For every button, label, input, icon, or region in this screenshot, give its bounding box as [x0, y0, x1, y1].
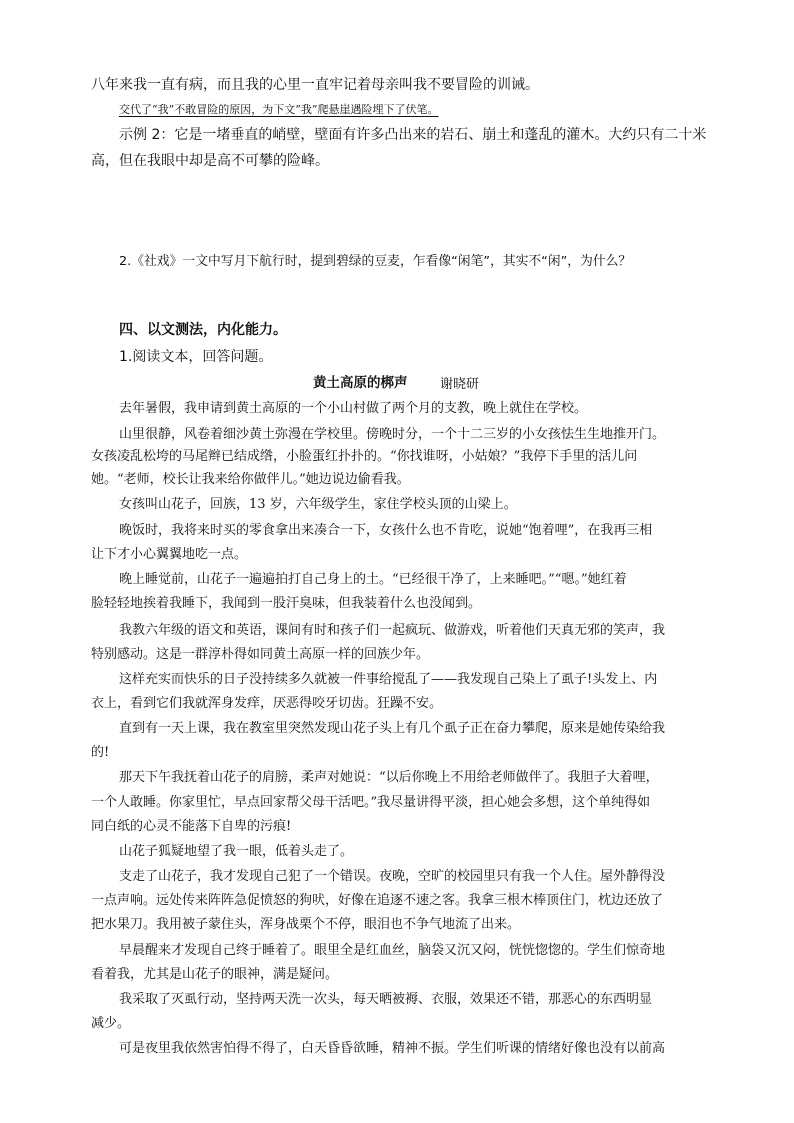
article-line: 这样充实而快乐的日子没持续多久就被一件事给搅乱了——我发现自己染上了虱子!头发上、内: [119, 672, 658, 687]
article-line: 去年暑假，我申请到黄土高原的一个小山村做了两个月的支教，晚上就住在学校。: [119, 401, 588, 416]
section-item-1: 1.阅读文本，回答问题。: [119, 349, 273, 365]
article-line: 一点声响。远处传来阵阵急促愤怒的狗吠，好像在追逐不速之客。我拿三根木棒顶住门，枕边还放了: [91, 893, 664, 908]
example-2-line: 示例 2：它是一堵垂直的峭壁，壁面有许多凸出来的岩石、崩土和蓬乱的灌木。大约只有二十米: [119, 127, 707, 143]
article-line: 她。“老师，校长让我来给你做伴儿。”她边说边偷看我。: [91, 472, 410, 487]
paragraph-line: 八年来我一直有病，而且我的心里一直牢记着母亲叫我不要冒险的训诫。: [91, 77, 539, 93]
article-line: 我教六年级的语文和英语，课间有时和孩子们一起疯玩、做游戏，听着他们天真无邪的笑声，我: [119, 623, 666, 638]
article-line: 可是夜里我依然害怕得不得了，白天昏昏欲睡，精神不振。学生们听课的情绪好像也没有以前高: [119, 1041, 666, 1056]
article-line: 晚上睡觉前，山花子一遍遍拍打自己身上的土。“已经很干净了，上来睡吧。”“嗯。”她红着: [119, 572, 627, 587]
article-line: 山花子狐疑地望了我一眼，低着头走了。: [119, 844, 354, 859]
article-line: 支走了山花子，我才发现自己犯了一个错误。夜晚，空旷的校园里只有我一个人住。屋外静得没: [119, 869, 666, 884]
section-heading: 四、以文测法，内化能力。: [119, 322, 287, 338]
article-line: 看着我，尤其是山花子的眼神，满是疑问。: [91, 967, 339, 982]
article-line: 一个人敢睡。你家里忙，早点回家帮父母干活吧。”我尽量讲得平淡，担心她会多想，这个单纯得如: [91, 795, 651, 810]
article-line: 我采取了灭虱行动，坚持两天洗一次头，每天晒被褥、衣服，效果还不错，那恶心的东西明显: [119, 992, 653, 1007]
example-2-line-continued: 高，但在我眼中却是高不可攀的险峰。: [91, 153, 329, 169]
article-line: 女孩叫山花子，回族，13 岁，六年级学生，家住学校头顶的山梁上。: [119, 497, 517, 512]
article-line: 的!: [91, 745, 110, 760]
article-line: 特别感动。这是一群淳朴得如同黄土高原一样的回族少年。: [91, 647, 430, 662]
article-line: 女孩凌乱松垮的马尾辫已结成绺，小脸蛋红扑扑的。“你找谁呀，小姑娘？”我停下手里的活儿问: [91, 449, 638, 464]
article-line: 把水果刀。我用被子蒙住头，浑身战栗个不停，眼泪也不争气地流了出来。: [91, 917, 521, 932]
article-line: 减少。: [91, 1016, 131, 1031]
annotation-note: 交代了“我”不敢冒险的原因，为下文“我”爬悬崖遇险埋下了伏笔。: [119, 103, 439, 116]
question-2: 2.《社戏》一文中写月下航行时，提到碧绿的豆麦，乍看像“闲笔”，其实不“闲”，为什么？: [119, 254, 632, 269]
article-line: 晚饭时，我将来时买的零食拿出来凑合一下，女孩什么也不肯吃，说她“饱着哩”，在我再三相: [119, 523, 653, 538]
article-line: 那天下午我抚着山花子的肩膀，柔声对她说：“以后你晚上不用给老师做伴了。我胆子大着哩，: [119, 770, 659, 785]
article-line: 同白纸的心灵不能落下自卑的污痕!: [91, 819, 292, 834]
article-line: 直到有一天上课，我在教室里突然发现山花子头上有几个虱子正在奋力攀爬，原来是她传染给我: [119, 721, 666, 736]
article-line: 衣上，看到它们我就浑身发痒，厌恶得咬牙切齿。狂躁不安。: [91, 696, 443, 711]
article-title: 黄土高原的梆声: [313, 375, 408, 391]
article-line: 山里很静，风卷着细沙黄土弥漫在学校里。傍晚时分，一个十二三岁的小女孩怯生生地推开门。: [119, 427, 666, 442]
article-author: 谢晓研: [440, 377, 480, 392]
article-line: 早晨醒来才发现自己终于睡着了。眼里全是红血丝，脑袋又沉又闷，恍恍惚惚的。学生们惊奇地: [119, 943, 666, 958]
article-line: 让下才小心翼翼地吃一点。: [91, 547, 248, 562]
article-line: 脸轻轻地挨着我睡下，我闻到一股汗臭味，但我装着什么也没闻到。: [91, 596, 482, 611]
